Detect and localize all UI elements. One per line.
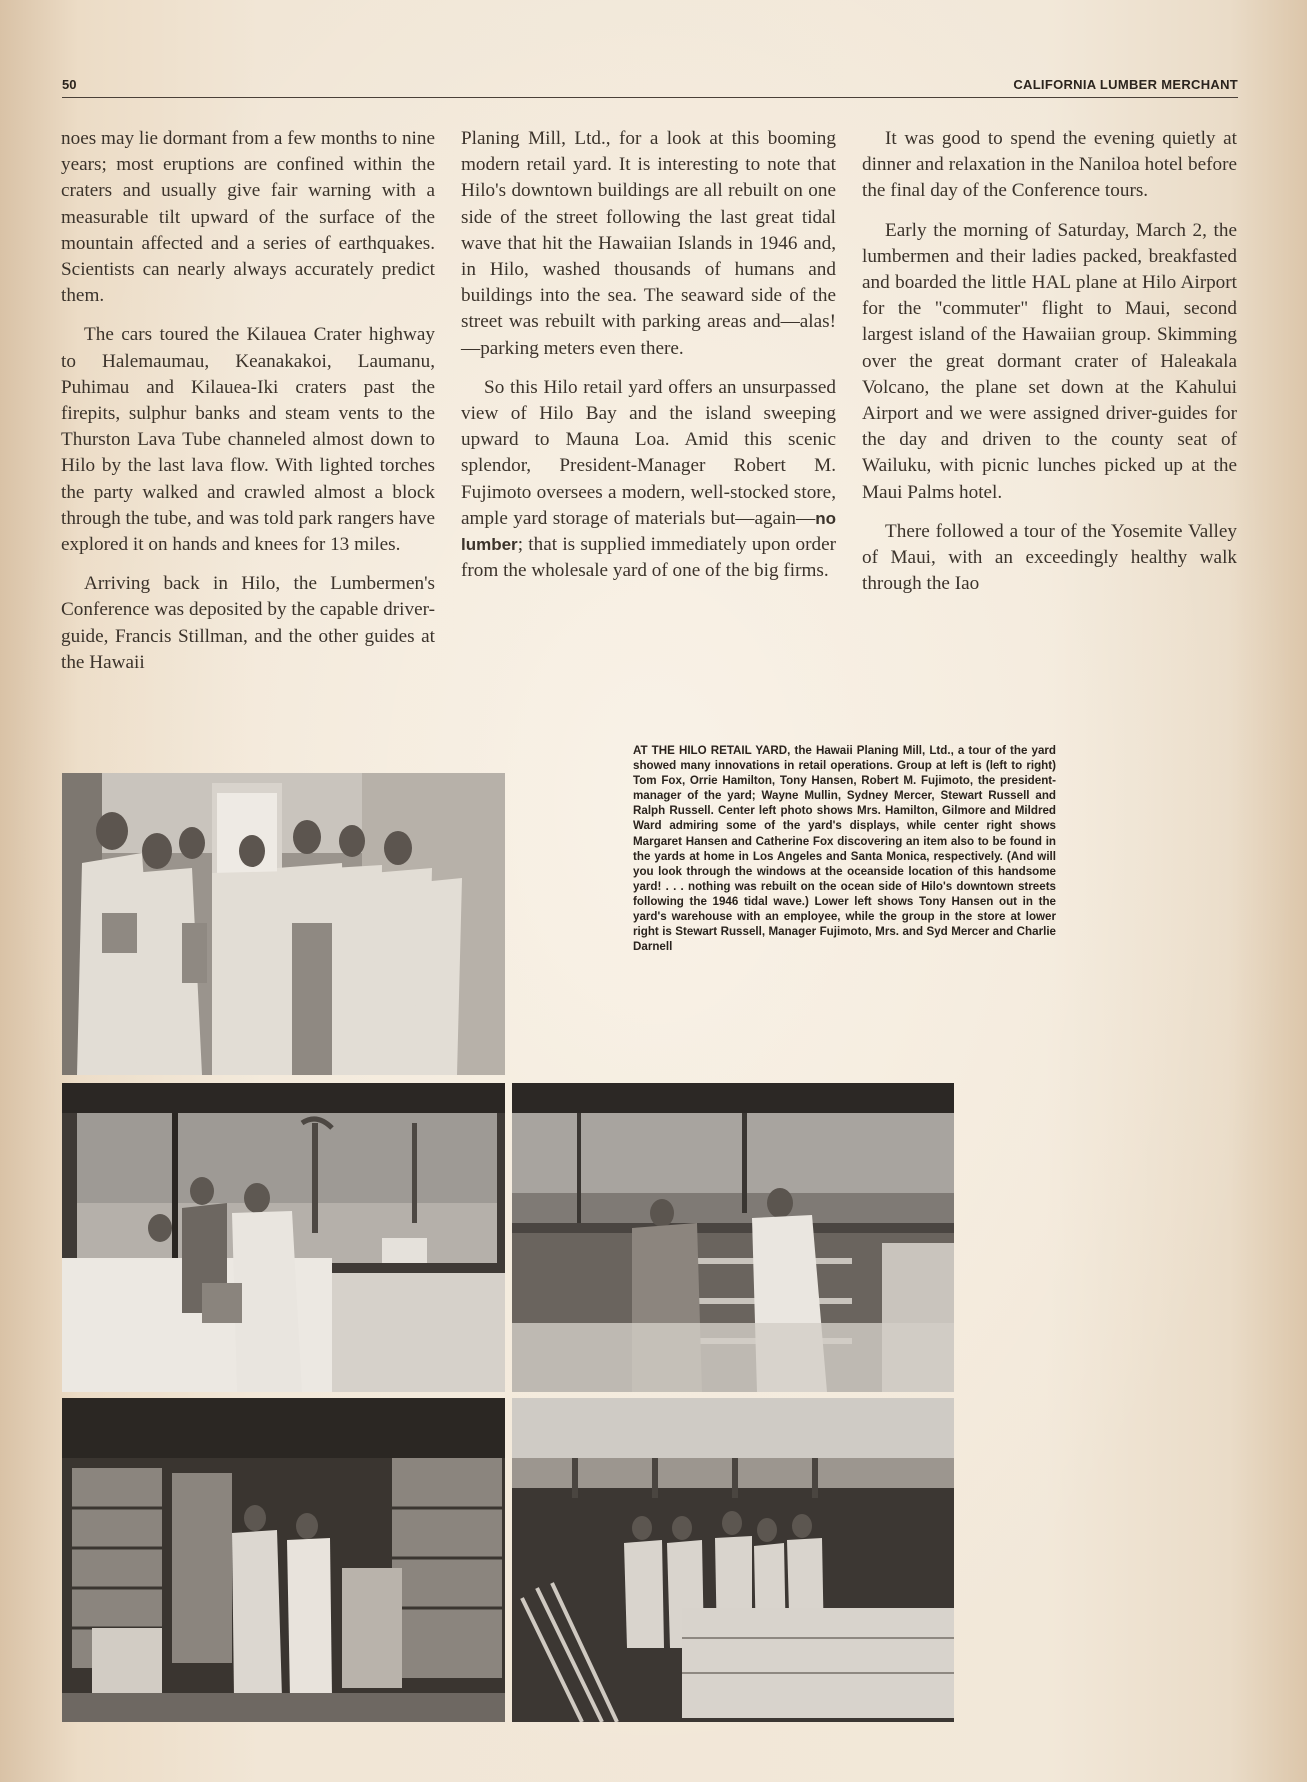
- photo-warehouse: [62, 1398, 505, 1722]
- photo-display-counter: [62, 1083, 505, 1392]
- article-column-1: [61, 126, 435, 689]
- paragraph: The cars toured the Kilauea Crater highway to Halemaumau, Keanakakoi, Laumanu, Puhimau and Kilauea-Iki craters past the firepits, sulphur banks and steam vents to the Thurston Lava Tube channeled almost down to Hilo by the last lava flow. With lighted torches the party walked and crawled almost a block through the tube, and was told park rangers have explored it on hands and knees for 13 miles.: [61, 324, 435, 556]
- photo-group-in-store: [512, 1398, 954, 1722]
- paragraph-text: So this Hilo retail yard offers an unsurpassed view of Hilo Bay and the island sweeping upward to Mauna Loa. Amid this scenic splendor, President-Manager Robert M. Fujimoto oversees a modern, well-stocked store, ample yard storage of materials but—again—: [461, 376, 836, 529]
- paragraph-text: ; that is supplied immediately upon order from the wholesale yard of one of the big firms.: [461, 534, 836, 582]
- paragraph: It was good to spend the evening quietly at dinner and relaxation in the Naniloa hotel before the final day of the Conference tours.: [862, 128, 1237, 202]
- page-header: [62, 77, 1238, 98]
- article-column-2: [461, 126, 836, 597]
- caption-body: the Hawaii Planing Mill, Ltd., a tour of the yard showed many innovations in retail operations. Group at left is (left to right) Tom Fox, Orrie Hamilton, Tony Hansen, Robert M. Fujimoto, the president-manager of the yard; Wayne Mullin, Sydney Mercer, Stewart Russell and Ralph Russell. Center left photo shows Mrs. Hamilton, Gilmore and Mildred Ward admiring some of the yard's displays, while center right shows Margaret Hansen and Catherine Fox discovering an item also to be found in the yards at home in Los Angeles and Santa Monica, respectively. (And will you look through the windows at the oceanside location of this handsome yard! . . . nothing was rebuilt on the ocean side of Hilo's downtown streets following the 1946 tidal wave.) Lower left shows Tony Hansen out in the yard's warehouse with an employee, while the group in the store at lower right is Stewart Russell, Manager Fujimoto, Mrs. and Syd Mercer and Charlie Darnell: [633, 744, 1056, 954]
- article-column-3: [862, 126, 1237, 610]
- caption-lead: AT THE HILO RETAIL YARD,: [633, 744, 791, 757]
- paragraph: Planing Mill, Ltd., for a look at this booming modern retail yard. It is interesting to note that Hilo's downtown buildings are all rebuilt on one side of the street following the last great tidal wave that hit the Hawaiian Islands in 1946 and, in Hilo, washed thousands of humans and buildings into the sea. The seaward side of the street was rebuilt with parking areas and—alas!—parking meters even there.: [461, 128, 836, 359]
- page-number: 50: [62, 77, 77, 92]
- emphasis-text: no lumber: [461, 508, 836, 555]
- paragraph: There followed a tour of the Yosemite Valley of Maui, with an exceedingly healthy walk through the Iao: [862, 520, 1237, 595]
- paragraph: [461, 375, 836, 585]
- photo-group-of-men: [62, 773, 505, 1075]
- photo-caption: [633, 743, 1056, 954]
- paragraph: Early the morning of Saturday, March 2, the lumbermen and their ladies packed, breakfasted and boarded the little HAL plane at Hilo Airport for the "commuter" flight to Maui, second largest island of the Hawaiian group. Skimming over the great dormant crater of Haleakala Volcano, the plane set down at the Kahului Airport and we were assigned driver-guides for the day and driven to the county seat of Wailuku, with picnic lunches picked up at the Maui Palms hotel.: [862, 219, 1237, 503]
- photo-women-at-shelves: [512, 1083, 954, 1392]
- paragraph: Arriving back in Hilo, the Lumbermen's Conference was deposited by the capable driver-guide, Francis Stillman, and the other guides at the Hawaii: [61, 573, 435, 673]
- paragraph: noes may lie dormant from a few months to nine years; most eruptions are confined within the craters and usually give fair warning with a measurable tilt upward of the surface of the mountain affected and a series of earthquakes. Scientists can nearly always accurately predict them.: [61, 128, 435, 307]
- publication-name: CALIFORNIA LUMBER MERCHANT: [1013, 77, 1238, 92]
